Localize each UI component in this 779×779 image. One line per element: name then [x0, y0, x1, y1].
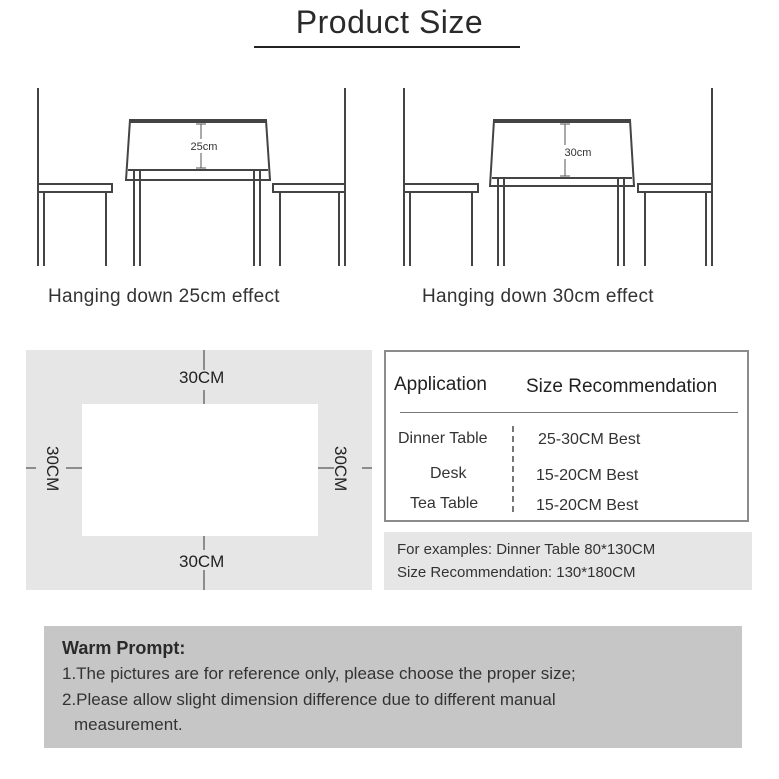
drop-label-30cm: 30cm — [564, 147, 592, 159]
header-size-recommendation: Size Recommendation — [526, 376, 718, 397]
application-table — [384, 350, 749, 522]
warm-prompt-line-2: 2.Please allow slight dimension difference due to different manual — [62, 690, 556, 709]
example-line-1: For examples: Dinner Table 80*130CM — [397, 541, 656, 558]
header-divider — [400, 412, 738, 413]
title-underline — [254, 46, 520, 48]
right-chair-1 — [273, 88, 345, 266]
top-overhang-label: 30CM — [179, 368, 225, 387]
left-chair-2 — [404, 88, 478, 266]
header-application: Application — [394, 374, 487, 395]
table-row-size: 15-20CM Best — [536, 497, 639, 514]
table-scenes-illustration — [0, 80, 779, 280]
column-divider — [512, 426, 514, 512]
table-with-cloth-30cm — [490, 120, 634, 266]
bottom-overhang-label: 30CM — [179, 552, 225, 571]
warm-prompt-line-3: measurement. — [74, 715, 183, 734]
table-row-size: 15-20CM Best — [536, 467, 639, 484]
warm-prompt-title: Warm Prompt: — [62, 638, 186, 658]
example-box — [384, 532, 752, 590]
table-row-app: Dinner Table — [398, 430, 488, 447]
left-overhang-label: 30CM — [43, 446, 62, 492]
warm-prompt-line-1: 1.The pictures are for reference only, please choose the proper size; — [62, 664, 576, 683]
page-title: Product Size — [295, 4, 484, 40]
table-row-app: Desk — [430, 465, 467, 482]
left-chair-1 — [38, 88, 112, 266]
table-row-app: Tea Table — [410, 495, 479, 512]
caption-25cm: Hanging down 25cm effect — [48, 286, 280, 307]
right-chair-2 — [638, 88, 712, 266]
example-line-2: Size Recommendation: 130*180CM — [397, 564, 636, 581]
overhang-diagram — [26, 350, 372, 590]
caption-30cm: Hanging down 30cm effect — [422, 286, 654, 307]
warm-prompt — [44, 626, 742, 748]
drop-label-25cm: 25cm — [190, 141, 218, 153]
table-row-size: 25-30CM Best — [538, 431, 641, 448]
tabletop-rect — [82, 404, 318, 536]
right-overhang-label: 30CM — [331, 446, 350, 492]
